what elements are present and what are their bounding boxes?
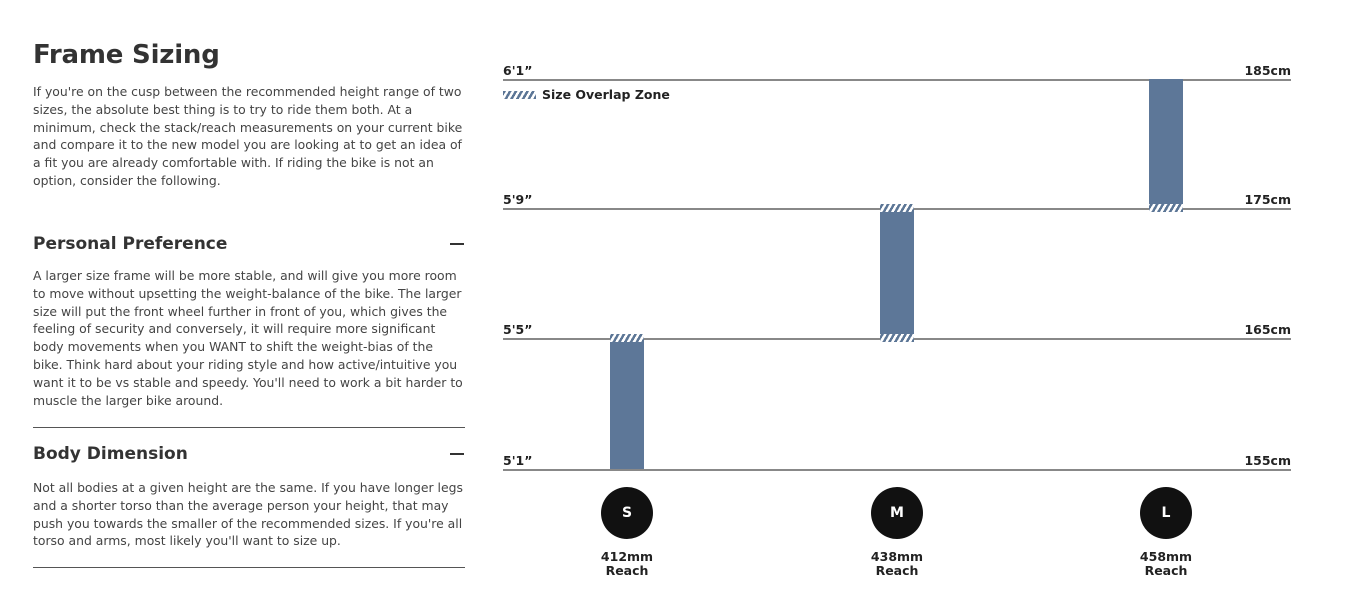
height-ft-label: 6'1” [503,63,533,78]
reach-caption: Reach [605,563,649,578]
reach-caption: Reach [1144,563,1188,578]
height-line [503,469,1291,471]
section-body: A larger size frame will be more stable, and will give you more room to move without upsetting the weight-balance of the bike. The larger size will put the front wheel further in front of you, which gives the feeling of security and conversely, it will require more significant body movements when you WANT to shift the weight-bias of the bike. Think hard about your riding style and how active/intuitive you want it to be vs stable and speedy. You'll need to work a bit harder to muscle the larger bike around. [33,268,463,408]
height-cm-label: 185cm [1244,63,1291,78]
reach-value: 412mm [600,549,654,564]
legend [503,87,670,102]
overlap-zone-bottom [880,334,914,342]
intro-text: If you're on the cusp between the recommended height range of two sizes, the absolute best thing is to try to ride them both. At a minimum, check the stack/reach measurements on your current bike and compare it to the new model you are looking at to get an idea of a fit you are already comfortable with. If riding the bike is not an option, consider the following. [33,84,463,188]
size-badge-m[interactable]: M [871,487,923,539]
size-bar-l [1149,79,1183,208]
section-title: Personal Preference [33,234,228,254]
reach-label [1121,550,1211,578]
size-bar-s [610,338,644,469]
height-cm-label: 175cm [1244,192,1291,207]
size-badge-s[interactable]: S [601,487,653,539]
section-header[interactable] [33,444,465,464]
size-chart [503,55,1291,595]
frame-sizing-panel [33,40,465,549]
reach-value: 458mm [1139,549,1193,564]
section-body: Not all bodies at a given height are the same. If you have longer legs and a shorter torso than the average person your height, that may push you towards the smaller of the recommended sizes. If you're all torso and arms, most likely you'll want to size up. [33,480,463,549]
overlap-hatch-icon [503,91,536,99]
section-body-dimension [33,444,465,550]
size-bar-m [880,208,914,338]
overlap-zone-top [880,204,914,212]
divider [33,427,465,428]
section-title: Body Dimension [33,444,188,464]
height-cm-label: 165cm [1244,322,1291,337]
collapse-icon[interactable] [450,453,464,455]
section-personal-preference [33,234,465,409]
size-badge-l[interactable]: L [1140,487,1192,539]
reach-label [582,550,672,578]
section-header[interactable] [33,234,465,254]
legend-label: Size Overlap Zone [542,87,670,102]
reach-value: 438mm [870,549,924,564]
reach-label [852,550,942,578]
reach-caption: Reach [875,563,919,578]
height-cm-label: 155cm [1244,453,1291,468]
collapse-icon[interactable] [450,243,464,245]
page-title: Frame Sizing [33,40,220,70]
overlap-zone-bottom [1149,204,1183,212]
height-ft-label: 5'1” [503,453,533,468]
divider [33,567,465,568]
overlap-zone-top [610,334,644,342]
height-ft-label: 5'5” [503,322,533,337]
height-ft-label: 5'9” [503,192,533,207]
